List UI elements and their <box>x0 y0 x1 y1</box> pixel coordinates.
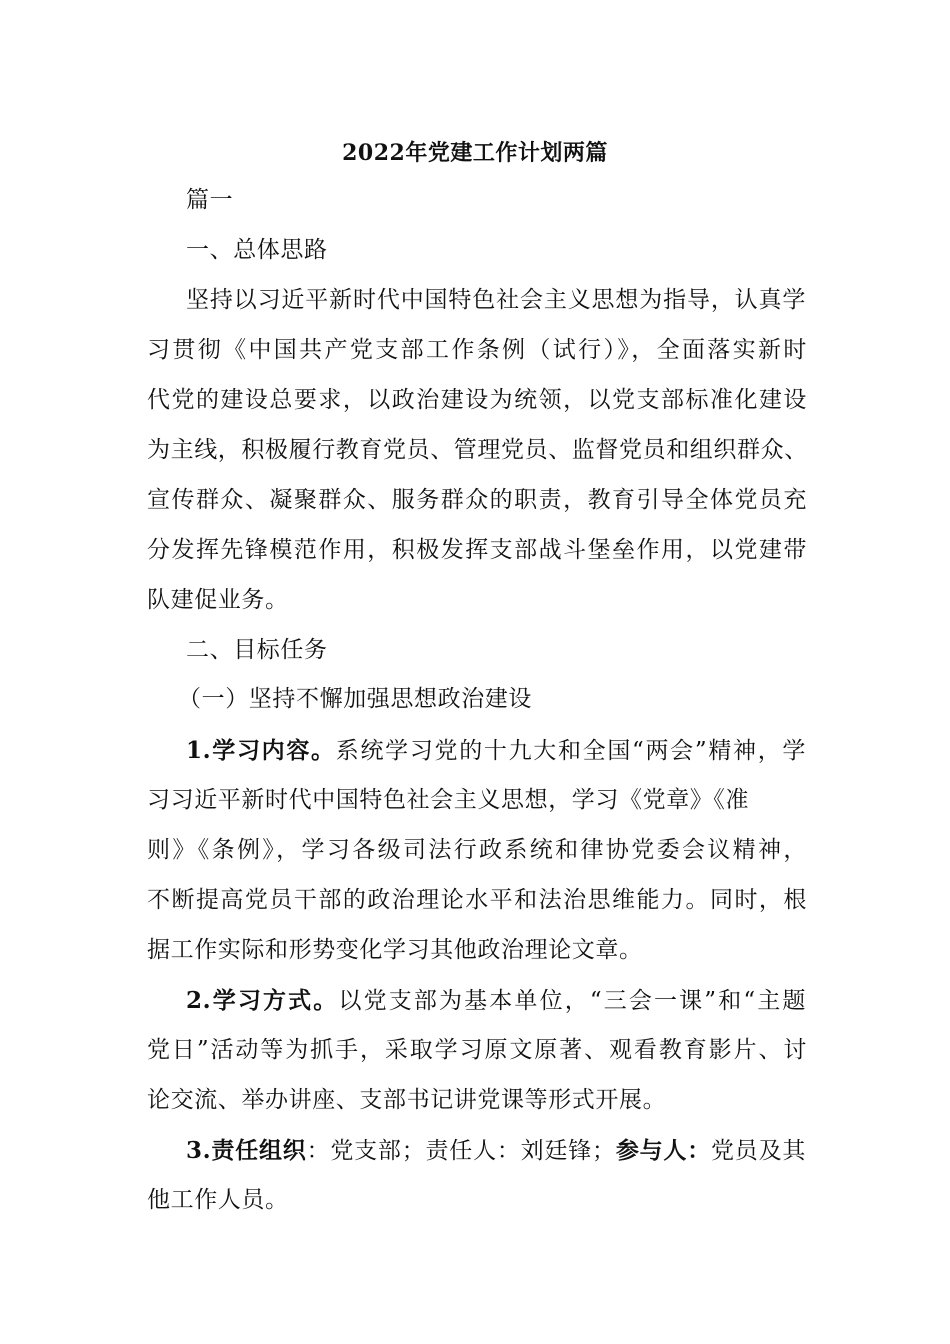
item-2-label: 2.学习方式。 <box>186 987 339 1014</box>
item-3-text-a: ：党支部；责任人：刘廷锋； <box>306 1138 616 1164</box>
section-label: 篇一 <box>186 187 234 213</box>
heading-goals-tasks: 二、目标任务 <box>186 637 328 663</box>
item-2-text: 以党支部为基本单位，“三会一课”和“主题 <box>338 988 806 1014</box>
paragraph-line: 论交流、举办讲座、支部书记讲党课等形式开展。 <box>147 1087 667 1113</box>
item-3-text-b: 党员及其 <box>711 1138 806 1164</box>
paragraph-line: 习贯彻《中国共产党支部工作条例（试行）》，全面落实新时 <box>147 337 807 363</box>
paragraph-line: 队建促业务。 <box>147 587 289 613</box>
item-1-label: 1.学习内容。 <box>186 737 336 764</box>
paragraph-line: 则》《条例》，学习各级司法行政系统和律协党委会议精神， <box>147 837 807 863</box>
heading-overall-approach: 一、总体思路 <box>186 237 328 263</box>
document-title: 2022年党建工作计划两篇 <box>342 140 608 166</box>
paragraph-line: 为主线，积极履行教育党员、管理党员、监督党员和组织群众、 <box>147 437 808 463</box>
paragraph-line: 坚持以习近平新时代中国特色社会主义思想为指导，认真学 <box>186 287 806 313</box>
item-1-first-line <box>186 739 806 763</box>
paragraph-line: 党日”活动等为抓手，采取学习原文原著、观看教育影片、讨 <box>147 1037 807 1063</box>
paragraph-line: 据工作实际和形势变化学习其他政治理论文章。 <box>147 937 643 963</box>
item-2-first-line <box>186 989 806 1013</box>
paragraph-line: 他工作人员。 <box>147 1187 289 1213</box>
item-3-label-b: 参与人： <box>615 1137 712 1164</box>
paragraph-line: 分发挥先锋模范作用，积极发挥支部战斗堡垒作用，以党建带 <box>147 537 807 563</box>
item-3-first-line <box>186 1139 806 1163</box>
subheading-political-building: （一）坚持不懈加强思想政治建设 <box>178 686 532 712</box>
paragraph-line: 习习近平新时代中国特色社会主义思想，学习《党章》《准 <box>147 787 750 813</box>
item-1-text: 系统学习党的十九大和全国“两会”精神，学 <box>335 738 806 764</box>
item-3-label-a: 3.责任组织 <box>186 1137 307 1164</box>
paragraph-line: 代党的建设总要求，以政治建设为统领，以党支部标准化建设 <box>147 387 807 413</box>
paragraph-line: 宣传群众、凝聚群众、服务群众的职责，教育引导全体党员充 <box>147 487 807 513</box>
paragraph-line: 不断提高党员干部的政治理论水平和法治思维能力。同时，根 <box>147 887 807 913</box>
